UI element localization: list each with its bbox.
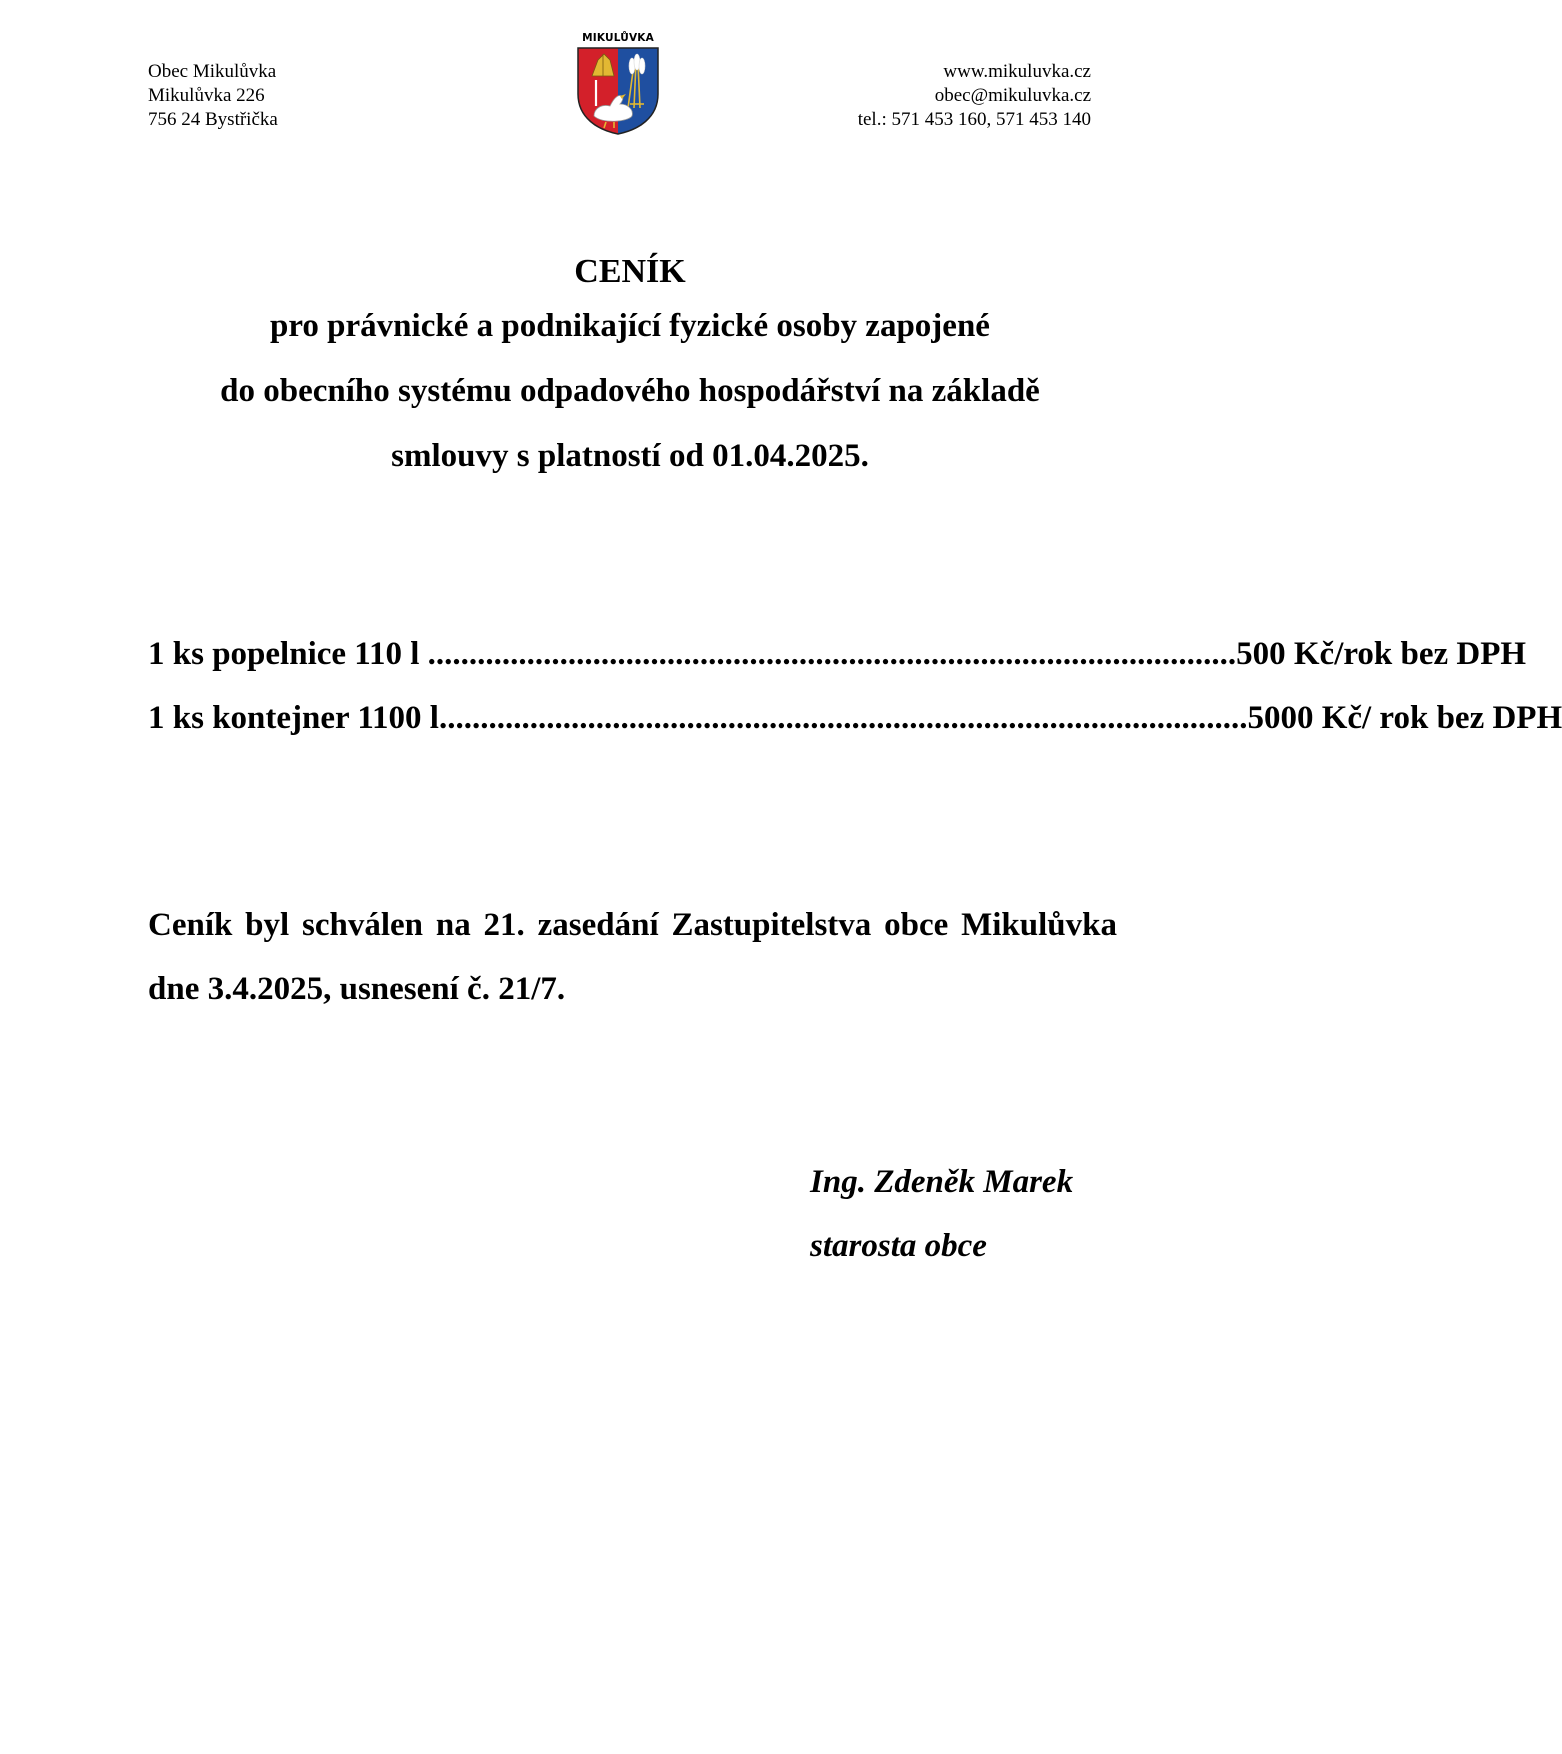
title-line-3: smlouvy s platností od 01.04.2025.: [391, 438, 869, 474]
email-link[interactable]: obec@mikuluvka.cz: [934, 85, 1091, 106]
document-title: [140, 250, 1120, 489]
title-line-1: pro právnické a podnikající fyzické osoby zapojené: [270, 308, 990, 344]
sender-name: Obec Mikulůvka: [148, 61, 277, 82]
price-value: 5000 Kč/ rok bez DPH: [1247, 700, 1562, 736]
leader-dots: ..................................................................................................: [438, 700, 1248, 736]
leader-dots: ..................................................................................................: [419, 636, 1237, 672]
price-row: [148, 636, 1527, 700]
signatory-role: starosta obce: [810, 1228, 987, 1264]
price-item-label: 1 ks kontejner 1100 l: [148, 700, 439, 736]
title-line-2: do obecního systému odpadového hospodářství na základě: [220, 373, 1040, 409]
signatory-name: Ing. Zdeněk Marek: [810, 1164, 1074, 1200]
emblem-title: MIKULŮVKA: [582, 32, 654, 44]
sender-street: Mikulůvka 226: [148, 85, 265, 106]
approval-note: Ceník byl schválen na 21. zasedání Zastupitelstva obce Mikulůvka dne 3.4.2025, usnesení č. 21/7.: [148, 907, 1117, 1007]
phone-numbers: tel.: 571 453 160, 571 453 140: [857, 109, 1091, 130]
price-value: 500 Kč/rok bez DPH: [1236, 636, 1527, 672]
title-heading: CENÍK: [574, 253, 686, 290]
municipality-emblem: [572, 32, 664, 138]
contact-info: [858, 60, 1091, 132]
price-list: [148, 636, 1562, 764]
website-link[interactable]: www.mikuluvka.cz: [943, 61, 1091, 82]
signature-block: [810, 1150, 1073, 1278]
price-item-label: 1 ks popelnice 110 l: [148, 636, 420, 672]
price-row: [148, 700, 1562, 764]
sender-city: 756 24 Bystřička: [148, 109, 278, 130]
coat-of-arms-icon: [576, 46, 660, 136]
sender-address: [148, 60, 278, 132]
